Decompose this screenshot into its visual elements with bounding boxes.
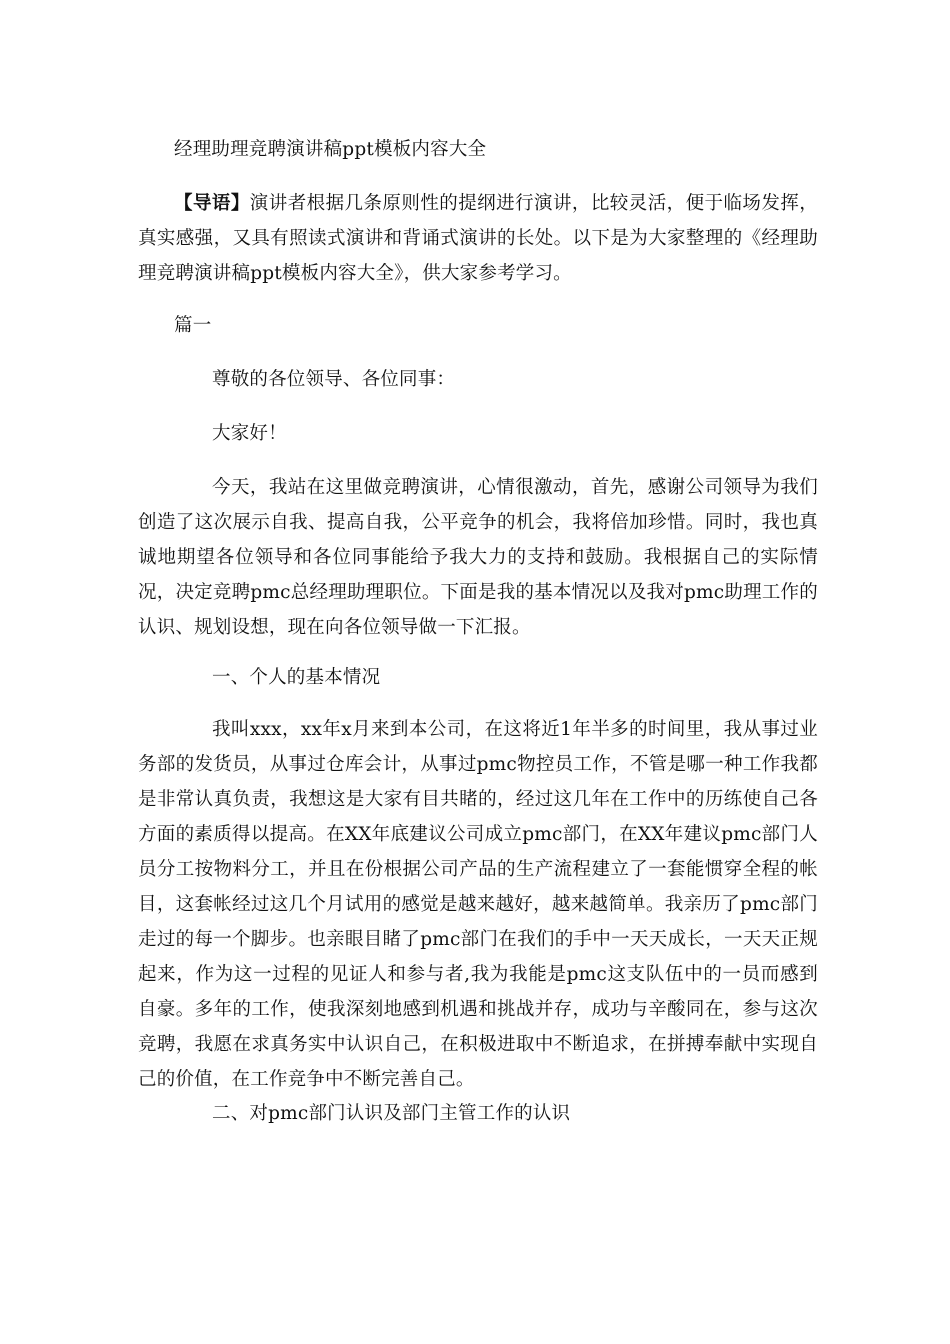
section-2-heading-block: [138, 1096, 818, 1131]
salutation: 尊敬的各位领导、各位同事：: [212, 369, 456, 390]
salutation-block: [138, 362, 818, 397]
section-1-heading-block: [138, 660, 818, 695]
part-label: 篇一: [174, 315, 212, 336]
intro-paragraph: [138, 186, 818, 291]
part-label-block: [138, 308, 818, 343]
paragraph-2: 我叫xxx，xx年x月来到本公司，在这将近1年半多的时间里，我从事过业务部的发货员，从事过仓库会计，从事过pmc物控员工作，不管是哪一种工作我都是非常认真负责，我想这是大家有目共睹的，经过这几年在工作中的历练使自己各方面的素质得以提高。在XX年底建议公司成立pmc部门，在XX年建议pmc部门人员分工按物料分工，并且在份根据公司产品的生产流程建立了一套能惯穿全程的帐目，这套帐经过这几个月试用的感觉是越来越好，越来越简单。我亲历了pmc部门走过的每一个脚步。也亲眼目睹了pmc部门在我们的手中一天天成长，一天天正规起来，作为这一过程的见证人和参与者,我为我能是pmc这支队伍中的一员而感到自豪。多年的工作，使我深刻地感到机遇和挑战并存，成功与辛酸同在，参与这次竞聘，我愿在求真务实中认识自己，在积极进取中不断追求，在拼搏奉献中实现自己的价值，在工作竞争中不断完善自己。: [138, 719, 818, 1090]
paragraph-1: 今天，我站在这里做竞聘演讲，心情很激动，首先，感谢公司领导为我们创造了这次展示自我、提高自我，公平竞争的机会，我将倍加珍惜。同时，我也真诚地期望各位领导和各位同事能给予我大力的支持和鼓励。我根据自己的实际情况，决定竞聘pmc总经理助理职位。下面是我的基本情况以及我对pmc助理工作的认识、规划设想，现在向各位领导做一下汇报。: [138, 477, 818, 638]
intro-text: 演讲者根据几条原则性的提纲进行演讲，比较灵活，便于临场发挥，真实感强，又具有照读式演讲和背诵式演讲的长处。以下是为大家整理的《经理助理竞聘演讲稿ppt模板内容大全》，供大家参考学习。: [138, 193, 818, 284]
section-1-heading: 一、个人的基本情况: [212, 667, 381, 688]
greeting: 大家好！: [212, 423, 287, 444]
document-title: 经理助理竞聘演讲稿ppt模板内容大全: [174, 139, 487, 160]
section-2-heading: 二、对pmc部门认识及部门主管工作的认识: [212, 1103, 571, 1124]
intro-block: [138, 186, 818, 291]
document-title-block: [138, 132, 818, 167]
paragraph-2-block: [138, 712, 818, 1097]
intro-tag: 【导语】: [174, 193, 250, 214]
greeting-block: [138, 416, 818, 451]
paragraph-1-block: [138, 470, 818, 645]
